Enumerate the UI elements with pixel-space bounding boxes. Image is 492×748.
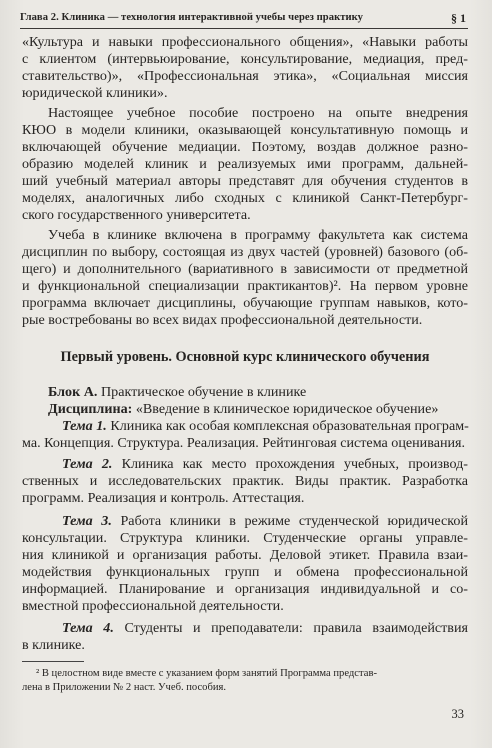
text-line: с клиентом (интервьюирование, консультирование, медиация, пред- [22, 51, 468, 67]
section-heading: Первый уровень. Основной курс клинического обучения [60, 349, 430, 365]
topic-label: Тема 1. [62, 418, 107, 434]
text-line: моделях, аналогичных либо сходных с клиникой Санкт-Петербург- [22, 190, 468, 206]
footnote-divider [22, 661, 84, 662]
text-line: дисциплин по выбору, состоящая из двух частей (уровней) базового (об- [22, 244, 468, 260]
topic-line [22, 418, 468, 435]
topic-label: Тема 2. [62, 456, 113, 472]
page-number: 33 [451, 707, 464, 721]
topic-label: Тема 4. [62, 620, 114, 636]
text-line: ма. Концепция. Структура. Реализация. Рейтинговая система оценивания. [22, 435, 466, 451]
text-line: юридической клиники». [22, 85, 168, 101]
text-line: модействия функциональных групп и обмена профессиональной [22, 564, 468, 580]
text-line: ставительство)», «Профессиональная этика», «Социальная миссия [22, 68, 468, 84]
topic-text: Работа клиники в режиме студенческой юридической [120, 513, 468, 529]
block-label: Блок А. [48, 384, 98, 400]
text-line: Настоящее учебное пособие построено на опыте внедрения [48, 105, 468, 121]
text-line: КЮО в модели клиники, оказывающей консультативную помощь и [22, 122, 468, 138]
chapter-title: Глава 2. Клиника — технология интерактивной учебы через практику [20, 12, 364, 23]
topic-text: Клиника как особая комплексная образовательная програм- [110, 418, 469, 434]
text-line: и функциональной специализации практикантов)². На первом уровне [22, 278, 468, 294]
text-line: программа включает дисциплины, обучающие группам навыков, кото- [22, 295, 468, 311]
discipline-title: «Введение в клиническое юридическое обучение» [135, 401, 439, 417]
discipline-label: Дисциплина: [48, 401, 133, 417]
topic-line [22, 456, 468, 473]
text-line: ственных и исследовательских практик. Виды практик. Разработка [22, 473, 468, 489]
footnote-line: ² В целостном виде вместе с указанием форм занятий Программа представ- [36, 668, 377, 679]
footnote-line: лена в Приложении № 2 наст. Учеб. пособия. [22, 682, 227, 693]
section-mark: § 1 [451, 11, 466, 25]
text-line: включающей обучение медиации. Поэтому, воздав должное разно- [22, 139, 468, 155]
topic-text: Клиника как место прохождения учебных, производ- [121, 456, 468, 472]
discipline-line [22, 401, 468, 418]
topic-text: Студенты и преподаватели: правила взаимодействия [124, 620, 468, 636]
text-line: образию моделей клиник и реализуемых ими программ, дальней- [22, 156, 468, 172]
text-line: ния клиникой и организация работы. Деловой этикет. Правила взаи- [22, 547, 468, 563]
text-line: ший учебный материал авторы представят для обучения студентов в [22, 173, 468, 189]
running-header [20, 10, 468, 29]
text-line: ского государственного университета. [22, 207, 251, 223]
text-line: Учеба в клинике включена в программу факультета как система [48, 227, 468, 243]
text-line: вместной профессиональной деятельности. [22, 598, 284, 614]
topic-line [22, 620, 468, 637]
text-line: информацией. Планирование и организация индивидуальной и со- [22, 581, 468, 597]
text-line: рые востребованы во всех видах профессиональной деятельности. [22, 312, 423, 328]
text-line: программ. Реализация и контроль. Аттестация. [22, 490, 305, 506]
text-line: щего) и дополнительного (вариативного в зависимости от предметной [22, 261, 468, 277]
block-title: Практическое обучение в клинике [100, 384, 307, 400]
topic-label: Тема 3. [62, 513, 112, 529]
block-line [22, 384, 468, 401]
text-line: в клинике. [22, 637, 85, 653]
text-line: «Культура и навыки профессионального общения», «Навыки работы [22, 34, 468, 50]
topic-line [22, 513, 468, 530]
text-line: консультации. Структура клиники. Студенческие органы управле- [22, 530, 468, 546]
